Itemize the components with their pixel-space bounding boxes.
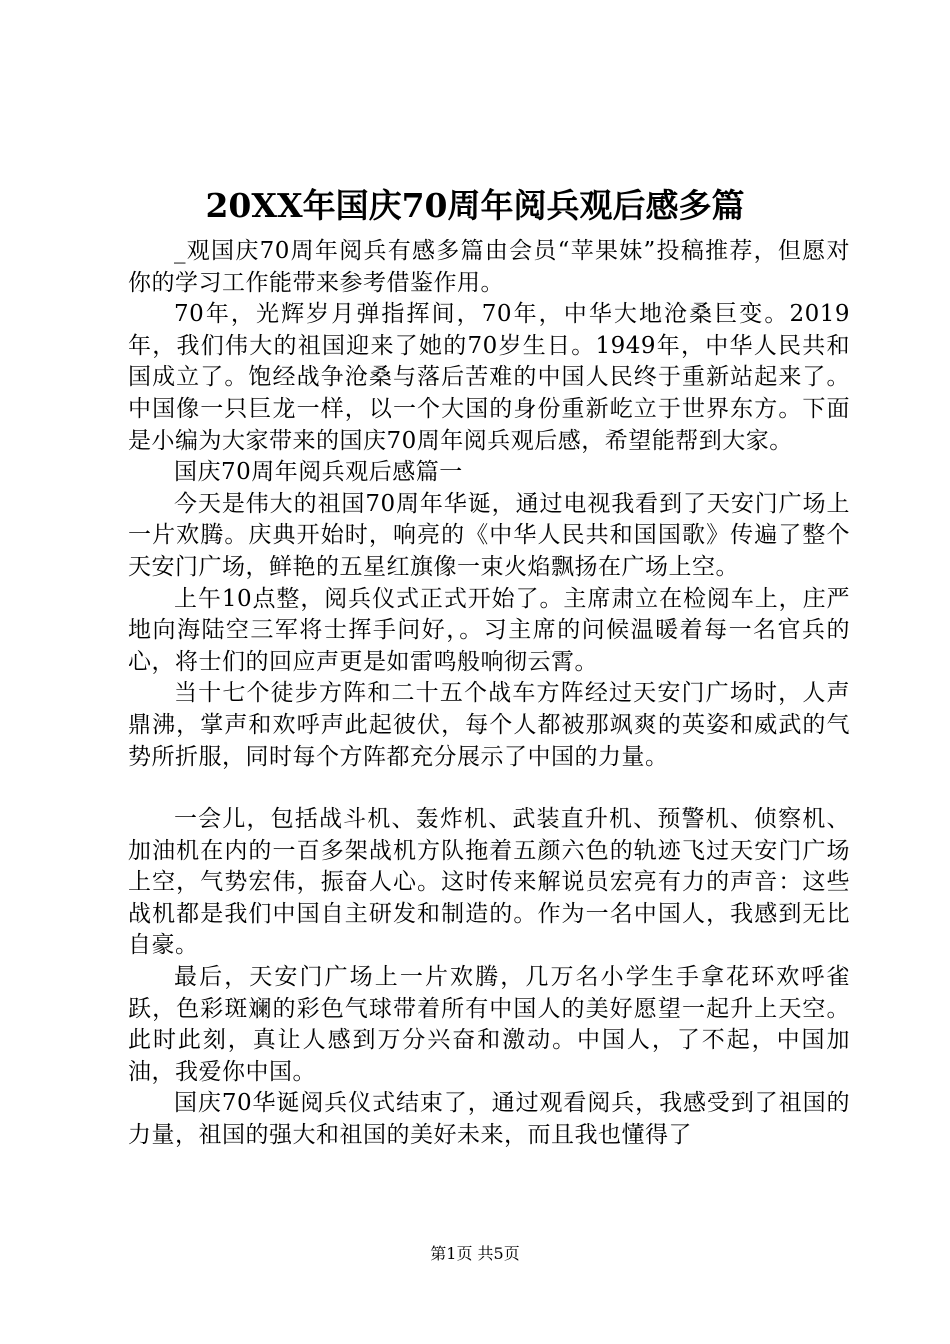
paragraph: 国庆70华诞阅兵仪式结束了，通过观看阅兵，我感受到了祖国的力量，祖国的强大和祖国的美好未来，而且我也懂得了 [128, 1090, 850, 1149]
paragraph-preface: 70年，光辉岁月弹指挥间，70年，中华大地沧桑巨变。2019年，我们伟大的祖国迎来了她的70岁生日。1949年，中华人民共和国成立了。饱经战争沧桑与落后苦难的中国人民终于重新站起来了。中国像一只巨龙一样，以一个大国的身份重新屹立于世界东方。下面是小编为大家带来的国庆70周年阅兵观后感，希望能帮到大家。 [128, 301, 850, 454]
page-footer: 第1页 共5页 [430, 1244, 520, 1263]
document-title: 20XX年国庆70周年阅兵观后感多篇 [205, 186, 745, 225]
paragraph: 一会儿，包括战斗机、轰炸机、武装直升机、预警机、侦察机、加油机在内的一百多架战机方队拖着五颜六色的轨迹飞过天安门广场上空，气势宏伟，振奋人心。这时传来解说员宏亮有力的声音：这些战机都是我们中国自主研发和制造的。作为一名中国人，我感到无比自豪。 [128, 806, 850, 959]
paragraph: 今天是伟大的祖国70周年华诞，通过电视我看到了天安门广场上一片欢腾。庆典开始时，响亮的《中华人民共和国国歌》传遍了整个天安门广场，鲜艳的五星红旗像一束火焰飘扬在广场上空。 [128, 490, 850, 580]
paragraph-intro: _观国庆70周年阅兵有感多篇由会员“苹果妹”投稿推荐，但愿对你的学习工作能带来参考借鉴作用。 [128, 238, 850, 296]
paragraph: 最后，天安门广场上一片欢腾，几万名小学生手拿花环欢呼雀跃，色彩斑斓的彩色气球带着所有中国人的美好愿望一起升上天空。此时此刻，真让人感到万分兴奋和激动。中国人，了不起，中国加油，我爱你中国。 [128, 964, 850, 1085]
paragraph: 上午10点整，阅兵仪式正式开始了。主席肃立在检阅车上，庄严地向海陆空三军将士挥手问好，。习主席的问候温暖着每一名官兵的心，将士们的回应声更是如雷鸣般响彻云霄。 [128, 585, 850, 675]
paragraph: 当十七个徒步方阵和二十五个战车方阵经过天安门广场时，人声鼎沸，掌声和欢呼声此起彼伏，每个人都被那飒爽的英姿和威武的气势所折服，同时每个方阵都充分展示了中国的力量。 [128, 680, 850, 770]
document-body [128, 236, 850, 1152]
section-heading: 国庆70周年阅兵观后感篇一 [174, 459, 463, 486]
